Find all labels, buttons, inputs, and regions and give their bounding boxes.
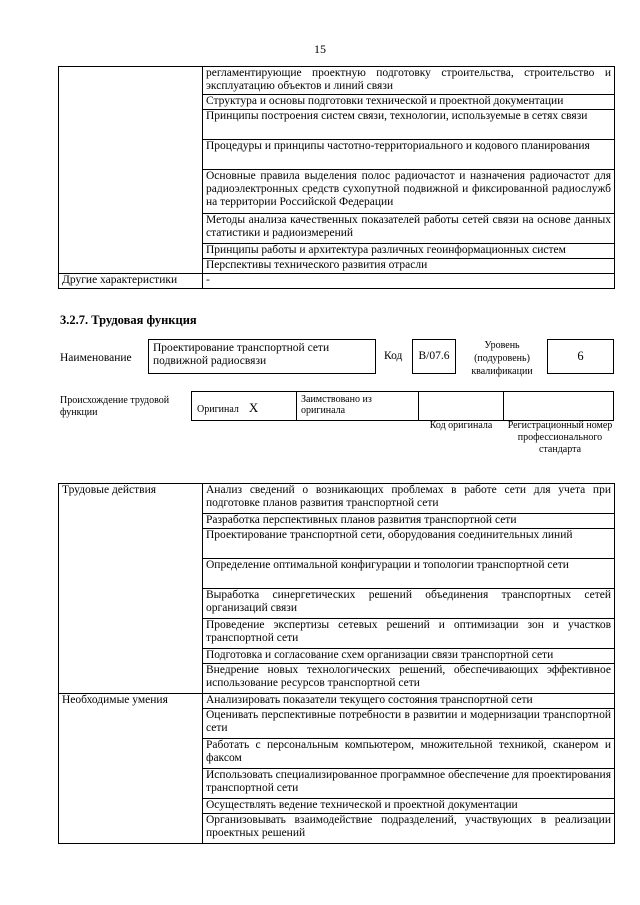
skill-item: Использовать специализированное программное обеспечение для проектирования транспортной сети: [203, 769, 615, 799]
skill-item: Анализировать показатели текущего состояния транспортной сети: [203, 694, 615, 709]
labor-action-item: Анализ сведений о возникающих проблемах в работе сети для учета при подготовке планов развития транспортной сети: [203, 484, 615, 514]
labor-actions-label: Трудовые действия: [59, 484, 203, 694]
labor-action-item: Подготовка и согласование схем организации связи транспортной сети: [203, 649, 615, 664]
labor-action-item: Проведение экспертизы сетевых решений и оптимизации зон и участков транспортной сети: [203, 619, 615, 649]
level-label: Уровень (подуровень) квалификации: [471, 340, 533, 377]
skill-item: Организовывать взаимодействие подразделений, участвующих в реализации проектных решений: [203, 814, 615, 844]
code-original-caption: Код оригинала: [429, 420, 493, 431]
reg-number-box: [503, 391, 614, 421]
borrowed-box: [296, 391, 419, 421]
original-label: Оригинал: [197, 404, 239, 415]
code-original-box: [418, 391, 504, 421]
knowledge-item: Процедуры и принципы частотно-территориального и кодового планирования: [203, 140, 615, 170]
original-mark: X: [248, 400, 259, 415]
reg-number-caption: Регистрационный номер профессионального стандарта: [507, 420, 613, 455]
page-number: 15: [314, 42, 326, 56]
function-name: Проектирование транспортной сети подвижной радиосвязи: [153, 342, 330, 367]
skill-item: Оценивать перспективные потребности в развитии и модернизации транспортной сети: [203, 709, 615, 739]
knowledge-item: Принципы построения систем связи, технологии, используемые в сетях связи: [203, 110, 615, 140]
labor-action-item: Выработка синергетических решений объединения транспортных сетей организаций связи: [203, 589, 615, 619]
knowledge-item: Структура и основы подготовки технической и проектной документации: [203, 95, 615, 110]
function-table: [58, 483, 615, 844]
borrowed-label: Заимствовано из оригинала: [301, 394, 372, 416]
skill-item: Работать с персональным компьютером, множительной техникой, сканером и факсом: [203, 739, 615, 769]
code-label: Код: [384, 350, 403, 362]
level-value: 6: [577, 349, 584, 363]
level-box: [547, 339, 614, 374]
other-characteristics-label: Другие характеристики: [59, 274, 203, 289]
function-name-box: [148, 339, 376, 374]
section-heading: 3.2.7. Трудовая функция: [60, 313, 197, 327]
labor-action-item: Разработка перспективных планов развития транспортной сети: [203, 514, 615, 529]
skill-item: Осуществлять ведение технической и проектной документации: [203, 799, 615, 814]
knowledge-category-cell: [59, 67, 203, 274]
labor-action-item: Проектирование транспортной сети, оборудования соединительных линий: [203, 529, 615, 559]
name-label: Наименование: [60, 352, 132, 364]
origin-label: Происхождение трудовой функции: [60, 395, 170, 418]
other-characteristics-value: -: [203, 274, 615, 289]
knowledge-item: Основные правила выделения полос радиочастот и назначения радиочастот для радиоэлектронных средств сухопутной подвижной и фиксированной радиослужб на территории Российской Федерации: [203, 170, 615, 214]
labor-action-item: Внедрение новых технологических решений, обеспечивающих эффективное использование ресурсов транспортной сети: [203, 664, 615, 694]
labor-action-item: Определение оптимальной конфигурации и топологии транспортной сети: [203, 559, 615, 589]
knowledge-table: [58, 66, 615, 289]
code-value: B/07.6: [418, 350, 450, 362]
skills-label: Необходимые умения: [59, 694, 203, 844]
knowledge-item: Принципы работы и архитектура различных геоинформационных систем: [203, 244, 615, 259]
code-box: [412, 339, 456, 374]
original-box: [191, 391, 297, 421]
knowledge-item: Методы анализа качественных показателей работы сетей связи на основе данных статистики и радиоизмерений: [203, 214, 615, 244]
knowledge-item: регламентирующие проектную подготовку строительства, строительство и эксплуатацию объектов и линий связи: [203, 67, 615, 95]
knowledge-item: Перспективы технического развития отрасли: [203, 259, 615, 274]
